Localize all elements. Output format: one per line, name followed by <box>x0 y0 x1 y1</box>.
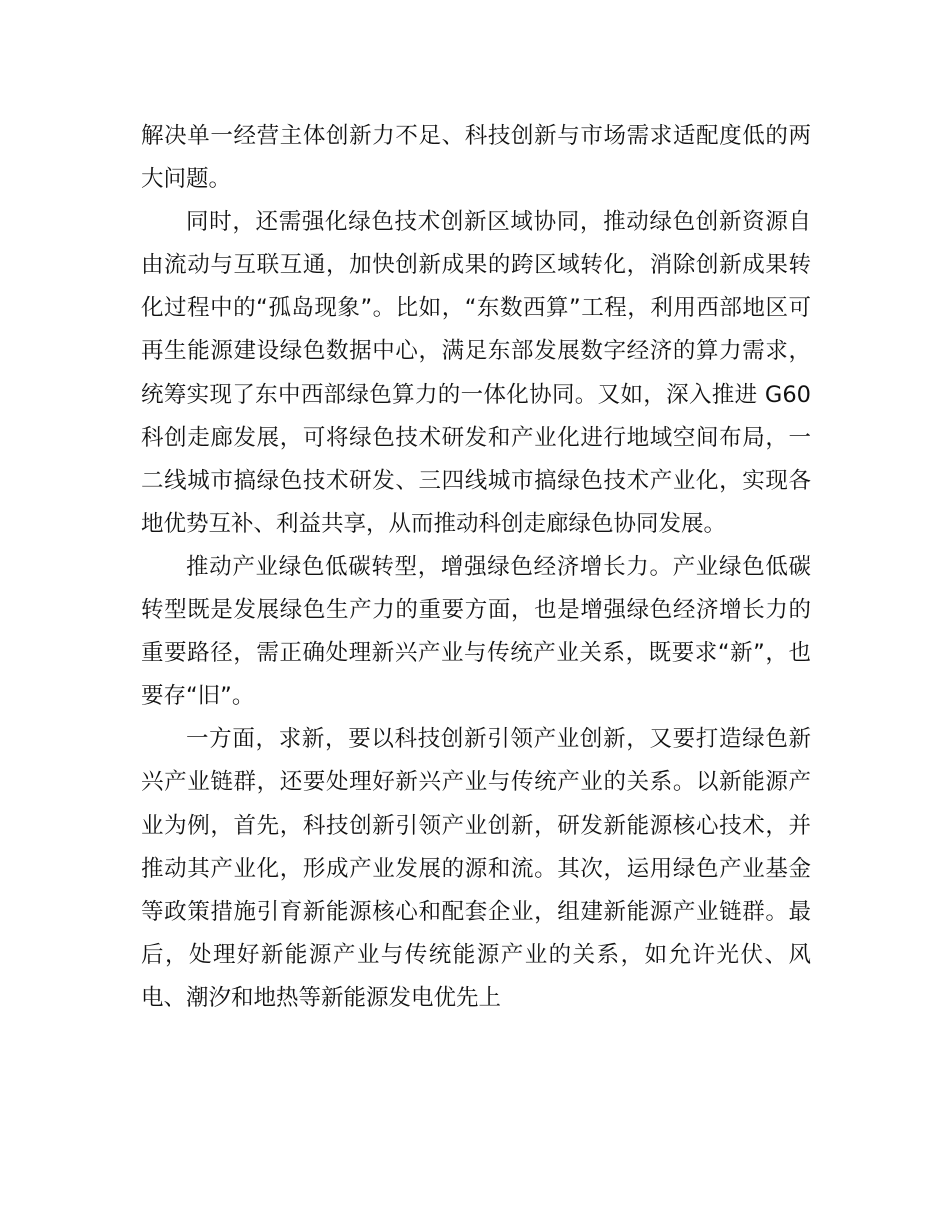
document-body <box>141 115 811 1020</box>
paragraph: 推动产业绿色低碳转型，增强绿色经济增长力。产业绿色低碳转型既是发展绿色生产力的重要方面，也是增强绿色经济增长力的重要路径，需正确处理新兴产业与传统产业关系，既要求“新”，也要存“旧”。 <box>141 553 811 710</box>
paragraph-continued: 解决单一经营主体创新力不足、科技创新与市场需求适配度低的两大问题。 <box>141 123 811 193</box>
paragraph: 一方面，求新，要以科技创新引领产业创新，又要打造绿色新兴产业链群，还要处理好新兴产业与传统产业的关系。以新能源产业为例，首先，科技创新引领产业创新，研发新能源核心技术，并推动其产业化，形成产业发展的源和流。其次，运用绿色产业基金等政策措施引育新能源核心和配套企业，组建新能源产业链群。最后，处理好新能源产业与传统能源产业的关系，如允许光伏、风电、潮汐和地热等新能源发电优先上 <box>141 726 811 1011</box>
paragraph: 同时，还需强化绿色技术创新区域协同，推动绿色创新资源自由流动与互联互通，加快创新成果的跨区域转化，消除创新成果转化过程中的“孤岛现象”。比如，“东数西算”工程，利用西部地区可再生能源建设绿色数据中心，满足东部发展数字经济的算力需求，统筹实现了东中西部绿色算力的一体化协同。又如，深入推进 G60 科创走廊发展，可将绿色技术研发和产业化进行地域空间布局，一二线城市搞绿色技术研发、三四线城市搞绿色技术产业化，实现各地优势互补、利益共享，从而推动科创走廊绿色协同发展。 <box>141 209 811 537</box>
